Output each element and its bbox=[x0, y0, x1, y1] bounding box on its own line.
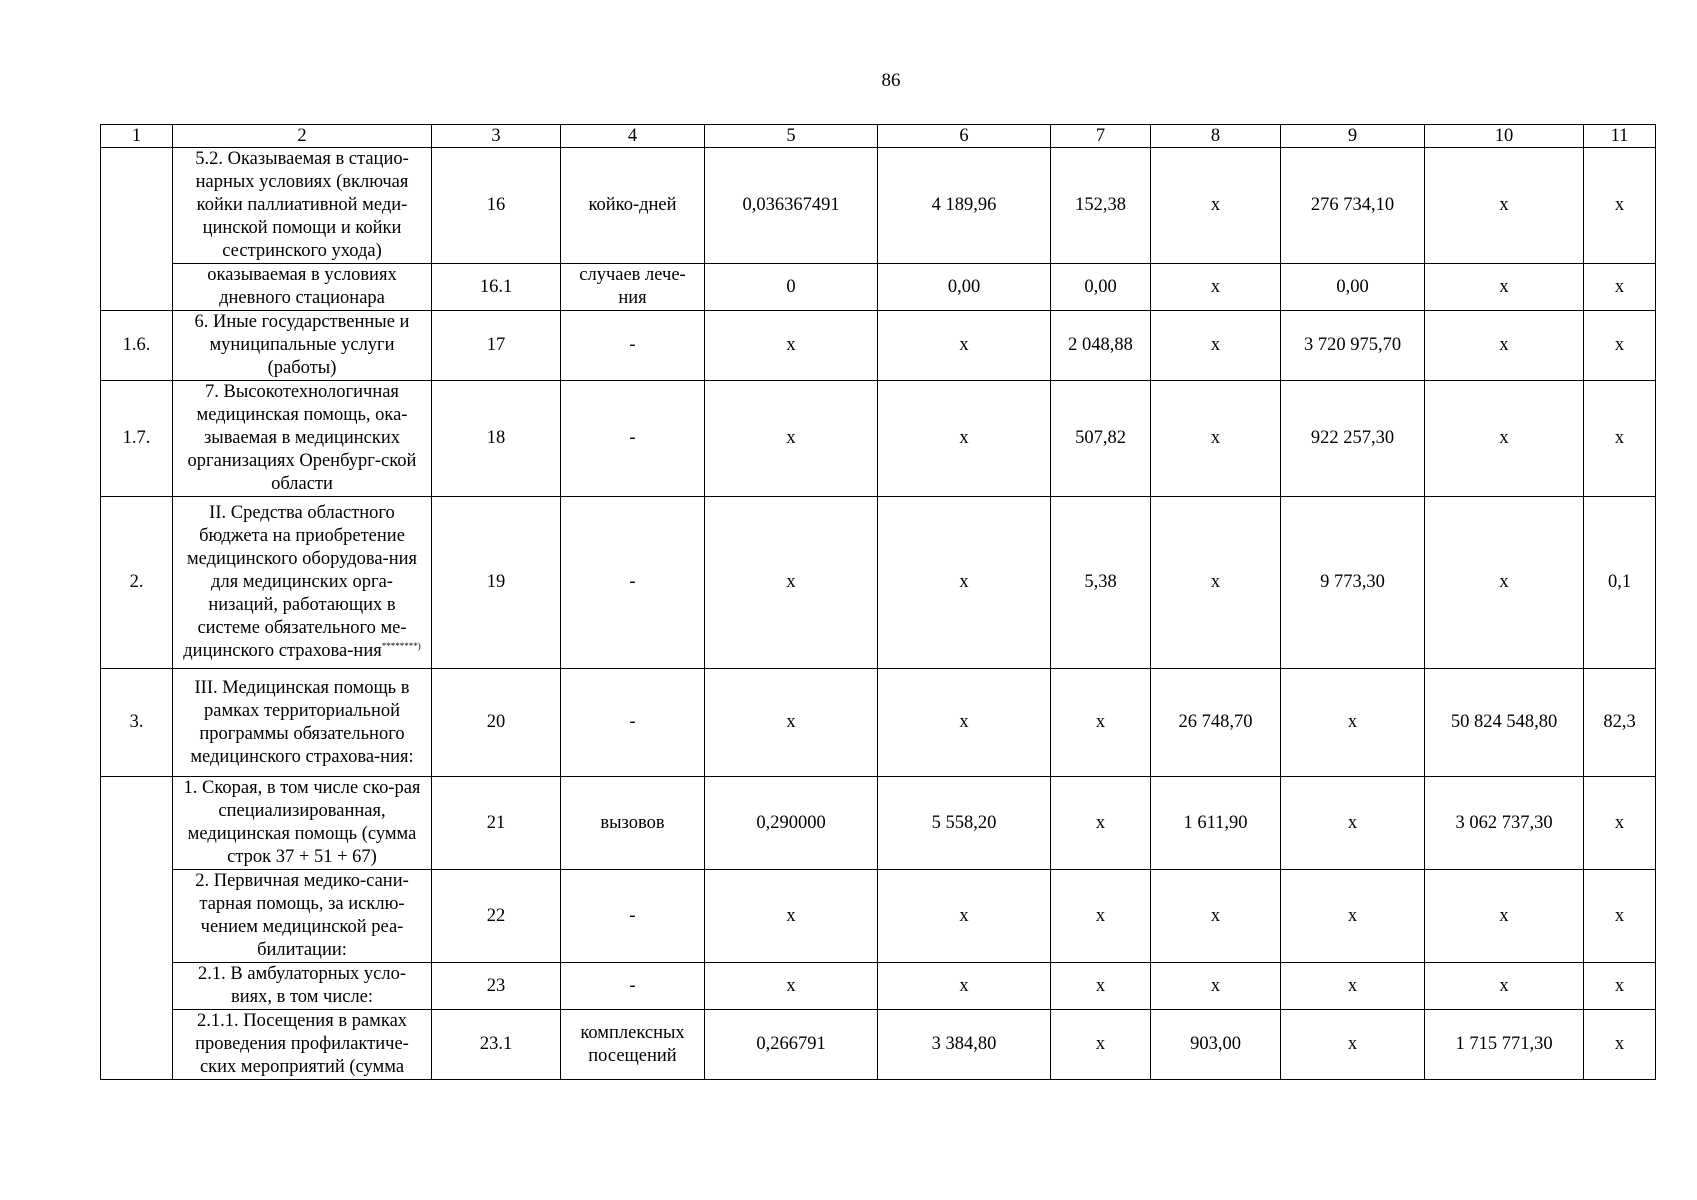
cell-col-5: 0 bbox=[705, 264, 878, 311]
column-header-5: 5 bbox=[705, 125, 878, 148]
cell-col-5: х bbox=[705, 963, 878, 1010]
data-table bbox=[100, 124, 1656, 1080]
cell-col-2 bbox=[173, 1010, 432, 1080]
cell-col-1 bbox=[101, 148, 173, 264]
cell-col-3: 16 bbox=[432, 148, 561, 264]
cell-col-5: 0,266791 bbox=[705, 1010, 878, 1080]
cell-col-2 bbox=[173, 311, 432, 381]
cell-col-3: 22 bbox=[432, 870, 561, 963]
row-description: III. Медицинская помощь в рамках территориальной программы обязательного медицинского страхова-ния: bbox=[190, 677, 414, 767]
cell-col-1: 1.7. bbox=[101, 381, 173, 497]
cell-col-7: х bbox=[1051, 963, 1151, 1010]
row-description: II. Средства областного бюджета на приобретение медицинского оборудова-ния для медицинских орга-низаций, работающих в системе обязательного ме-дицинского страхова-ния bbox=[183, 503, 418, 661]
cell-col-9: 276 734,10 bbox=[1281, 148, 1425, 264]
cell-col-10: х bbox=[1425, 311, 1584, 381]
cell-col-8: х bbox=[1151, 381, 1281, 497]
cell-col-4: - bbox=[561, 669, 705, 777]
cell-col-10: х bbox=[1425, 264, 1584, 311]
cell-col-2 bbox=[173, 963, 432, 1010]
row-description: 5.2. Оказываемая в стацио-нарных условиях (включая койки паллиативной меди-цинской помощи и койки сестринского ухода) bbox=[195, 149, 409, 261]
row-description: 6. Иные государственные и муниципальные услуги (работы) bbox=[194, 312, 410, 378]
column-header-8: 8 bbox=[1151, 125, 1281, 148]
cell-col-10: х bbox=[1425, 870, 1584, 963]
cell-col-6: х bbox=[878, 963, 1051, 1010]
cell-col-6: 0,00 bbox=[878, 264, 1051, 311]
cell-col-7: 5,38 bbox=[1051, 497, 1151, 669]
cell-col-4: случаев лече-ния bbox=[561, 264, 705, 311]
cell-col-3: 19 bbox=[432, 497, 561, 669]
cell-col-9: 9 773,30 bbox=[1281, 497, 1425, 669]
cell-col-6: 5 558,20 bbox=[878, 777, 1051, 870]
column-header-11: 11 bbox=[1584, 125, 1656, 148]
cell-col-3: 16.1 bbox=[432, 264, 561, 311]
cell-col-1: 1.6. bbox=[101, 311, 173, 381]
cell-col-8: х bbox=[1151, 311, 1281, 381]
row-description: 2.1.1. Посещения в рамках проведения профилактиче-ских мероприятий (сумма bbox=[195, 1011, 409, 1077]
column-header-4: 4 bbox=[561, 125, 705, 148]
column-header-7: 7 bbox=[1051, 125, 1151, 148]
cell-col-7: 0,00 bbox=[1051, 264, 1151, 311]
cell-col-10: 1 715 771,30 bbox=[1425, 1010, 1584, 1080]
cell-col-3: 18 bbox=[432, 381, 561, 497]
cell-col-11: х bbox=[1584, 870, 1656, 963]
header-row bbox=[101, 125, 1656, 148]
cell-col-1 bbox=[101, 1010, 173, 1080]
row-description: 2.1. В амбулаторных усло-виях, в том числе: bbox=[197, 964, 407, 1007]
cell-col-2 bbox=[173, 870, 432, 963]
footnote-marker: ********) bbox=[381, 640, 421, 651]
cell-col-10: 50 824 548,80 bbox=[1425, 669, 1584, 777]
cell-col-2 bbox=[173, 497, 432, 669]
cell-col-6: х bbox=[878, 669, 1051, 777]
cell-col-4: койко-дней bbox=[561, 148, 705, 264]
column-header-1: 1 bbox=[101, 125, 173, 148]
cell-col-3: 21 bbox=[432, 777, 561, 870]
cell-col-11: х bbox=[1584, 311, 1656, 381]
cell-col-9: 3 720 975,70 bbox=[1281, 311, 1425, 381]
cell-col-4: - bbox=[561, 381, 705, 497]
cell-col-7: 507,82 bbox=[1051, 381, 1151, 497]
cell-col-4: комплексных посещений bbox=[561, 1010, 705, 1080]
table-row bbox=[101, 311, 1656, 381]
table-row bbox=[101, 870, 1656, 963]
row-description: оказываемая в условиях дневного стационара bbox=[207, 265, 397, 308]
cell-col-7: 2 048,88 bbox=[1051, 311, 1151, 381]
cell-col-8: 26 748,70 bbox=[1151, 669, 1281, 777]
cell-col-7: х bbox=[1051, 1010, 1151, 1080]
table-row bbox=[101, 497, 1656, 669]
cell-col-2 bbox=[173, 148, 432, 264]
cell-col-7: 152,38 bbox=[1051, 148, 1151, 264]
table-body bbox=[101, 148, 1656, 1080]
cell-col-9: 922 257,30 bbox=[1281, 381, 1425, 497]
table-row bbox=[101, 264, 1656, 311]
cell-col-1: 3. bbox=[101, 669, 173, 777]
cell-col-5: 0,036367491 bbox=[705, 148, 878, 264]
cell-col-8: 1 611,90 bbox=[1151, 777, 1281, 870]
cell-col-5: х bbox=[705, 497, 878, 669]
cell-col-6: х bbox=[878, 870, 1051, 963]
cell-col-8: х bbox=[1151, 497, 1281, 669]
table-row bbox=[101, 963, 1656, 1010]
cell-col-8: х bbox=[1151, 264, 1281, 311]
cell-col-5: 0,290000 bbox=[705, 777, 878, 870]
column-header-2: 2 bbox=[173, 125, 432, 148]
cell-col-11: х bbox=[1584, 963, 1656, 1010]
cell-col-10: х bbox=[1425, 497, 1584, 669]
row-description: 2. Первичная медико-сани-тарная помощь, за исклю-чением медицинской реа-билитации: bbox=[195, 871, 409, 960]
cell-col-9: 0,00 bbox=[1281, 264, 1425, 311]
table-row bbox=[101, 1010, 1656, 1080]
cell-col-9: х bbox=[1281, 777, 1425, 870]
cell-col-6: х bbox=[878, 497, 1051, 669]
cell-col-9: х bbox=[1281, 1010, 1425, 1080]
cell-col-2 bbox=[173, 381, 432, 497]
cell-col-10: х bbox=[1425, 963, 1584, 1010]
row-description: 7. Высокотехнологичная медицинская помощь, ока-зываемая в медицинских организациях Оренбург-ской области bbox=[187, 382, 417, 494]
table-row bbox=[101, 777, 1656, 870]
cell-col-9: х bbox=[1281, 870, 1425, 963]
cell-col-3: 23.1 bbox=[432, 1010, 561, 1080]
cell-col-10: х bbox=[1425, 381, 1584, 497]
cell-col-8: х bbox=[1151, 148, 1281, 264]
column-header-9: 9 bbox=[1281, 125, 1425, 148]
cell-col-3: 23 bbox=[432, 963, 561, 1010]
cell-col-5: х bbox=[705, 669, 878, 777]
column-header-3: 3 bbox=[432, 125, 561, 148]
cell-col-1 bbox=[101, 870, 173, 963]
cell-col-1: 2. bbox=[101, 497, 173, 669]
cell-col-6: х bbox=[878, 381, 1051, 497]
column-header-6: 6 bbox=[878, 125, 1051, 148]
cell-col-11: 82,3 bbox=[1584, 669, 1656, 777]
cell-col-4: - bbox=[561, 963, 705, 1010]
table-row bbox=[101, 148, 1656, 264]
cell-col-4: - bbox=[561, 497, 705, 669]
cell-col-7: х bbox=[1051, 669, 1151, 777]
cell-col-5: х bbox=[705, 870, 878, 963]
cell-col-4: - bbox=[561, 870, 705, 963]
cell-col-11: х bbox=[1584, 1010, 1656, 1080]
cell-col-6: х bbox=[878, 311, 1051, 381]
cell-col-3: 17 bbox=[432, 311, 561, 381]
cell-col-1 bbox=[101, 963, 173, 1010]
cell-col-11: х bbox=[1584, 777, 1656, 870]
cell-col-10: 3 062 737,30 bbox=[1425, 777, 1584, 870]
cell-col-6: 3 384,80 bbox=[878, 1010, 1051, 1080]
cell-col-5: х bbox=[705, 311, 878, 381]
table-header bbox=[101, 125, 1656, 148]
cell-col-9: х bbox=[1281, 963, 1425, 1010]
table-row bbox=[101, 381, 1656, 497]
cell-col-2 bbox=[173, 264, 432, 311]
cell-col-1 bbox=[101, 777, 173, 870]
cell-col-4: вызовов bbox=[561, 777, 705, 870]
cell-col-7: х bbox=[1051, 870, 1151, 963]
cell-col-8: 903,00 bbox=[1151, 1010, 1281, 1080]
cell-col-8: х bbox=[1151, 963, 1281, 1010]
cell-col-11: х bbox=[1584, 381, 1656, 497]
cell-col-1 bbox=[101, 264, 173, 311]
cell-col-7: х bbox=[1051, 777, 1151, 870]
cell-col-5: х bbox=[705, 381, 878, 497]
table-row bbox=[101, 669, 1656, 777]
cell-col-9: х bbox=[1281, 669, 1425, 777]
cell-col-3: 20 bbox=[432, 669, 561, 777]
cell-col-4: - bbox=[561, 311, 705, 381]
row-description: 1. Скорая, в том числе ско-рая специализированная, медицинская помощь (сумма строк 37 + 51 + 67) bbox=[183, 778, 421, 867]
cell-col-2 bbox=[173, 669, 432, 777]
cell-col-8: х bbox=[1151, 870, 1281, 963]
cell-col-11: х bbox=[1584, 264, 1656, 311]
page-number: 86 bbox=[881, 70, 901, 91]
cell-col-11: х bbox=[1584, 148, 1656, 264]
cell-col-11: 0,1 bbox=[1584, 497, 1656, 669]
cell-col-6: 4 189,96 bbox=[878, 148, 1051, 264]
cell-col-10: х bbox=[1425, 148, 1584, 264]
column-header-10: 10 bbox=[1425, 125, 1584, 148]
cell-col-2 bbox=[173, 777, 432, 870]
